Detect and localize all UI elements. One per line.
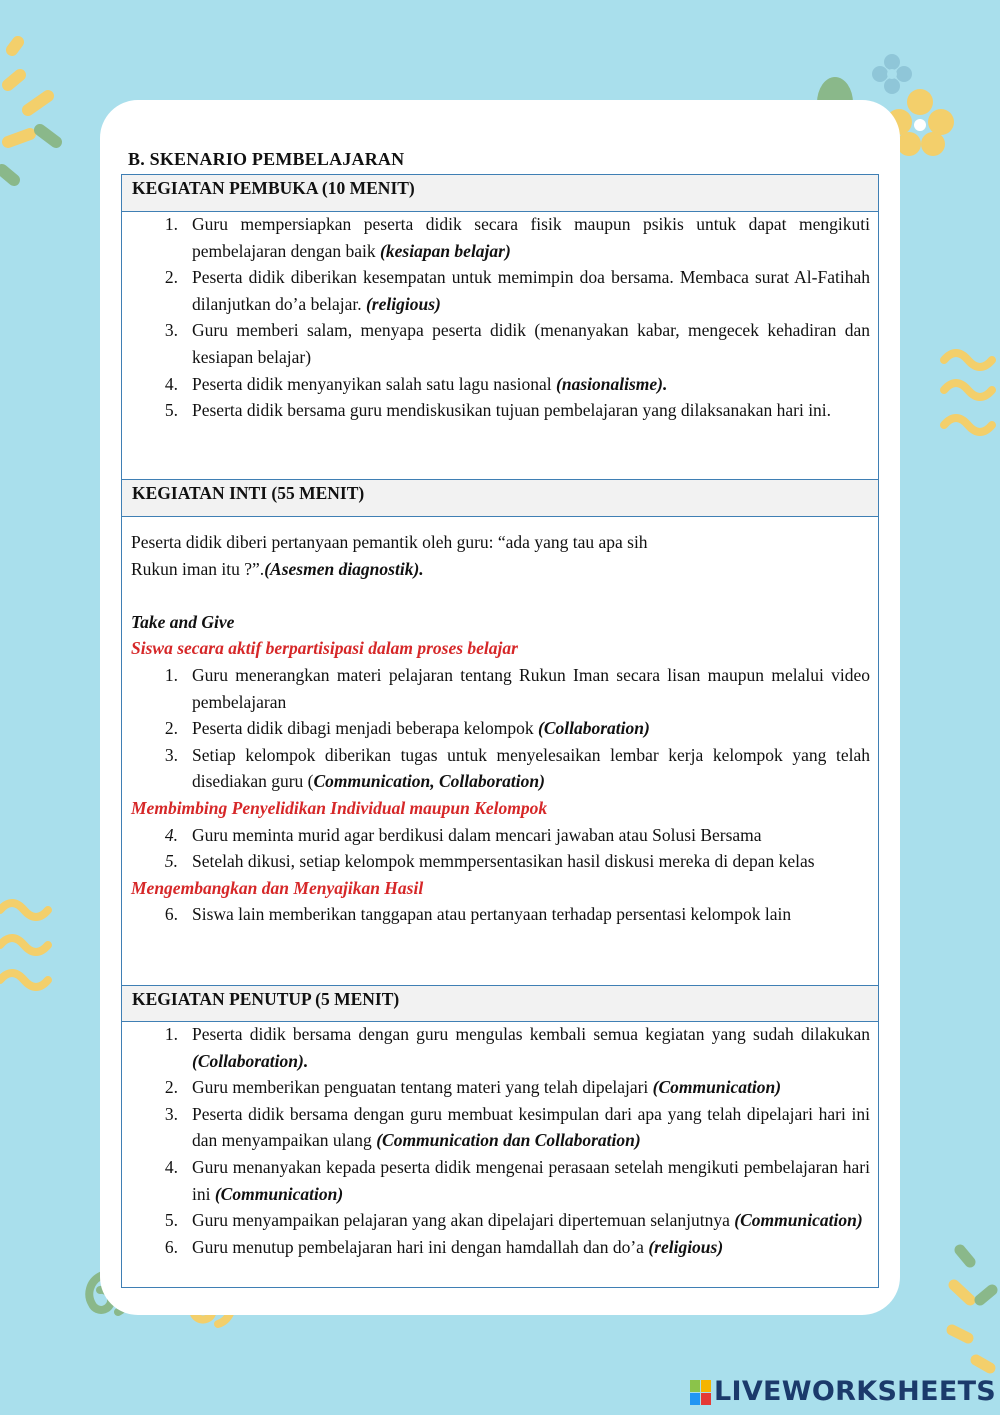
penutup-list bbox=[122, 1021, 878, 1260]
decor-bottom-right-sprinkles bbox=[940, 1240, 1000, 1380]
learning-model: Take and Give bbox=[131, 611, 235, 632]
list-item: 6. Siswa lain memberikan tanggapan atau pertanyaan terhadap persentasi kelompok lain bbox=[164, 904, 792, 925]
list-item: 3. Setiap kelompok diberikan tugas untuk menyelesaikan lembar kerja kelompok yang telah disediakan guru (Communication, Collaboration) bbox=[164, 744, 870, 792]
header-inti: KEGIATAN INTI (55 MENIT) bbox=[122, 479, 878, 517]
penutup-body bbox=[122, 1021, 878, 1260]
inti-list-2 bbox=[122, 822, 878, 875]
list-item: 4. Guru meminta murid agar berdikusi dalam mencari jawaban atau Solusi Bersama bbox=[164, 824, 762, 845]
list-item: 3. Guru memberi salam, menyapa peserta didik (menanyakan kabar, mengecek kehadiran dan kesiapan belajar) bbox=[164, 320, 870, 367]
list-item: 4. Guru menanyakan kepada peserta didik mengenai perasaan setelah mengikuti pembelajaran hari ini (Communication) bbox=[164, 1156, 870, 1204]
decor-top-left-sprinkles bbox=[0, 30, 70, 190]
list-item: 2. Peserta didik diberikan kesempatan untuk memimpin doa bersama. Membaca surat Al-Fatihah dilanjutkan do’a belajar. (religious) bbox=[164, 267, 870, 314]
inti-list-1 bbox=[122, 662, 878, 795]
list-item: 2. Guru memberikan penguatan tentang materi yang telah dipelajari (Communication) bbox=[164, 1077, 782, 1098]
pembuka-list bbox=[122, 211, 878, 424]
list-item: 5. Guru menyampaikan pelajaran yang akan dipelajari dipertemuan selanjutnya (Communication) bbox=[164, 1210, 863, 1231]
liveworksheets-mark-icon bbox=[690, 1380, 712, 1406]
list-item: 6. Guru menutup pembelajaran hari ini dengan hamdallah dan do’a (religious) bbox=[164, 1236, 724, 1257]
inti-body bbox=[122, 529, 878, 928]
phase-1-title: Siswa secara aktif berpartisipasi dalam proses belajar bbox=[131, 638, 518, 659]
scenario-table bbox=[121, 174, 879, 1288]
decor-right-waves bbox=[940, 340, 1000, 450]
liveworksheets-logo[interactable] bbox=[690, 1376, 996, 1407]
section-title: B. SKENARIO PEMBELAJARAN bbox=[128, 149, 405, 169]
intro-question: Peserta didik diberi pertanyaan pemantik oleh guru: “ada yang tau apa sih Rukun iman itu ?”.(Asesmen diagnostik). bbox=[131, 532, 648, 579]
list-item: 1. Guru mempersiapkan peserta didik secara fisik maupun psikis untuk dapat mengikuti pembelajaran dengan baik (kesiapan belajar) bbox=[164, 214, 870, 261]
list-item: 2. Peserta didik dibagi menjadi beberapa kelompok (Collaboration) bbox=[164, 718, 650, 739]
phase-2-title: Membimbing Penyelidikan Individual maupun Kelompok bbox=[131, 797, 548, 818]
list-item: 3. Peserta didik bersama dengan guru membuat kesimpulan dari apa yang telah dipelajari hari ini dan menyampaikan ulang (Communication dan Collaboration) bbox=[164, 1103, 870, 1151]
list-item: 5. Peserta didik bersama guru mendiskusikan tujuan pembelajaran yang dilaksanakan hari ini. bbox=[164, 400, 832, 421]
inti-list-3 bbox=[122, 901, 878, 928]
list-item: 1. Peserta didik bersama dengan guru mengulas kembali semua kegiatan yang sudah dilakukan (Collaboration). bbox=[164, 1024, 870, 1071]
header-pembuka: KEGIATAN PEMBUKA (10 MENIT) bbox=[122, 175, 878, 212]
liveworksheets-text: LIVEWORKSHEETS bbox=[714, 1376, 997, 1407]
phase-3-title: Mengembangkan dan Menyajikan Hasil bbox=[131, 877, 424, 898]
decor-left-waves bbox=[0, 890, 60, 1000]
pembuka-body bbox=[122, 211, 878, 424]
header-penutup: KEGIATAN PENUTUP (5 MENIT) bbox=[122, 985, 878, 1022]
list-item: 5. Setelah dikusi, setiap kelompok memmpersentasikan hasil diskusi mereka di depan kelas bbox=[164, 851, 815, 872]
list-item: 4. Peserta didik menyanyikan salah satu lagu nasional (nasionalisme). bbox=[164, 373, 668, 394]
list-item: 1. Guru menerangkan materi pelajaran tentang Rukun Iman secara lisan maupun melalui video pembelajaran bbox=[164, 664, 870, 712]
